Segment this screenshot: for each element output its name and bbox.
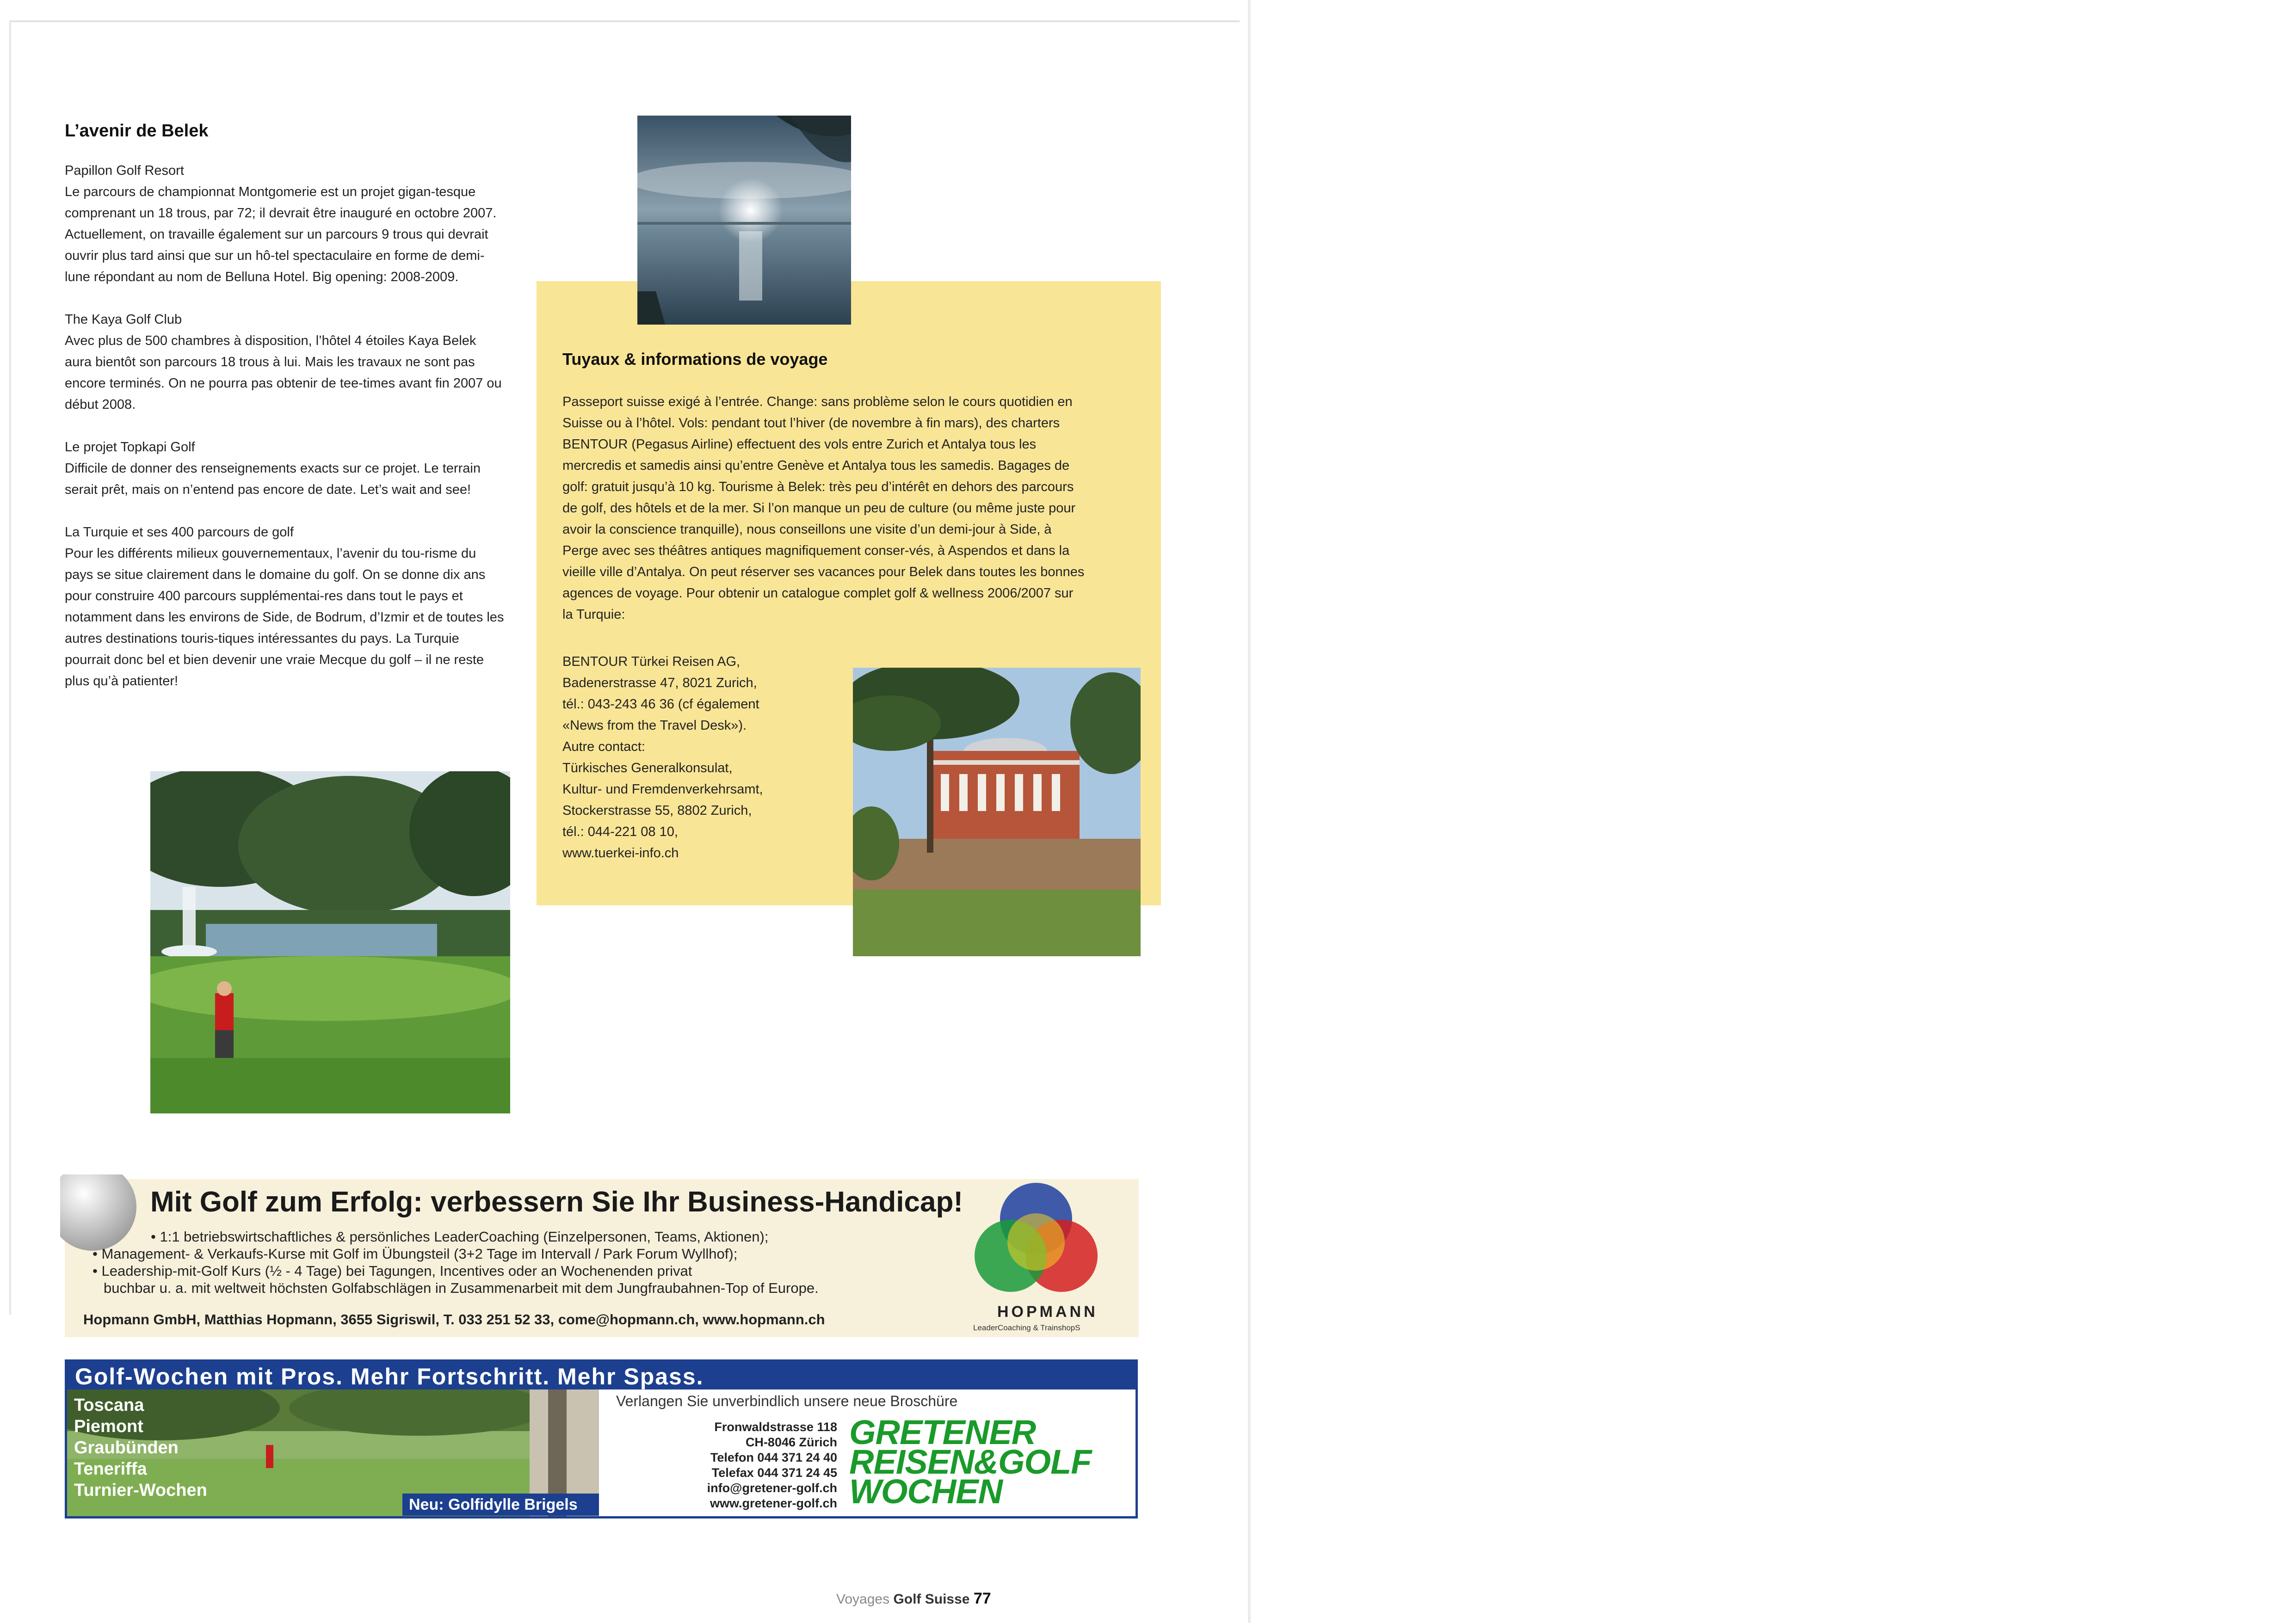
contact-line: «News from the Travel Desk»). — [562, 718, 747, 733]
sunset-photo — [637, 116, 851, 325]
section-subtitle: Le projet Topkapi Golf — [65, 440, 195, 455]
bullet-item: buchbar u. a. mit weltweit höchsten Golfabschlägen in Zusammenarbeit mit dem Jungfraubahnen-Top of Europe. — [104, 1280, 819, 1296]
hotel-photo — [853, 668, 1141, 956]
gretener-email[interactable]: info@gretener-golf.ch — [707, 1481, 837, 1495]
logo-line: WOCHEN — [849, 1472, 1003, 1511]
contact-line: Badenerstrasse 47, 8021 Zurich, — [562, 676, 757, 690]
article-body — [65, 160, 504, 713]
gretener-brochure-text: Verlangen Sie unverbindlich unsere neue Broschüre — [616, 1393, 958, 1409]
gretener-contact — [671, 1420, 837, 1511]
section-subtitle: The Kaya Golf Club — [65, 312, 182, 327]
contact-line: tél.: 044-221 08 10, — [562, 824, 678, 839]
infobox-text: Passeport suisse exigé à l’entrée. Change: sans problème selon le cours quotidien en Suisse ou à l’hôtel. Vols: pendant tout l’hiver (de novembre à fin mars), des charters BENTOUR (Pegasus Airline) effectuent des vols entre Zurich et Antalya tous les mercredis et samedis ainsi qu’entre Genève et Antalya tous les samedis. Bagages de golf: gratuit jusqu’à 10 kg. Tourisme à Belek: très peu d’intérêt en dehors des parcours de golf, des hôtels et de la mer. Si l’on manque un peu de culture (ou même juste pour avoir la conscience tranquille), nous conseillons une visite d’un demi-jour à Side, à Perge avec ses théâtres antiques magnifiquement conser-vés, à Aspendos et dans la vieille ville d’Antalya. On peut réserver ses vacances pour Belek dans toutes les bonnes agences de voyage. Pour obtenir un catalogue complet golf & wellness 2006/2007 sur la Turquie: — [562, 394, 1085, 622]
bullet-item: • Leadership-mit-Golf Kurs (½ - 4 Tage) bei Tagungen, Incentives oder an Wochenenden privat — [93, 1263, 692, 1279]
article-section — [65, 522, 504, 692]
bullet-item: • Management- & Verkaufs-Kurse mit Golf im Übungsteil (3+2 Tage im Intervall / Park Forum Wyllhof); — [93, 1246, 738, 1262]
section-body: Le parcours de championnat Montgomerie est un projet gigan-tesque comprenant un 18 trous, par 72; il devrait être inauguré en octobre 2007. Actuellement, on travaille également sur un parcours 9 trous qui devrait ouvrir plus tard ainsi que sur un hô-tel spectaculaire en forme de demi-lune répondant au nom de Belluna Hotel. Big opening: 2008-2009. — [65, 184, 497, 284]
golfer-photo — [150, 771, 510, 1113]
section-subtitle: La Turquie et ses 400 parcours de golf — [65, 525, 294, 540]
destination-item: Turnier-Wochen — [74, 1481, 207, 1500]
contact-line: BENTOUR Türkei Reisen AG, — [562, 654, 741, 669]
hopmann-logo-circles — [967, 1182, 1105, 1302]
gretener-contact-line: Telefax 044 371 24 45 — [711, 1466, 837, 1480]
article-section — [65, 436, 504, 500]
page-number: 77 — [973, 1590, 991, 1607]
bullet-item: • 1:1 betriebswirtschaftliches & persönliches LeaderCoaching (Einzelpersonen, Teams, Aktionen); — [151, 1229, 769, 1245]
infobox-heading: Tuyaux & informations de voyage — [562, 350, 828, 369]
gretener-contact-line: Telefon 044 371 24 40 — [710, 1451, 837, 1464]
destination-item: Teneriffa — [74, 1459, 147, 1479]
article-section — [65, 309, 504, 415]
contact-line: Autre contact: — [562, 739, 645, 754]
gretener-destinations — [74, 1395, 207, 1501]
hopmann-ad-bullets — [83, 1228, 962, 1297]
contact-line: Stockerstrasse 55, 8802 Zurich, — [562, 803, 752, 818]
gretener-contact-line: CH-8046 Zürich — [745, 1435, 837, 1449]
hopmann-ad-contact[interactable]: Hopmann GmbH, Matthias Hopmann, 3655 Sigriswil, T. 033 251 52 33, come@hopmann.ch, www.hopmann.ch — [83, 1311, 825, 1328]
gretener-ad-title: Golf-Wochen mit Pros. Mehr Fortschritt. Mehr Spass. — [75, 1364, 704, 1389]
gretener-new-tag: Neu: Golfidylle Brigels — [402, 1494, 599, 1516]
page-left-rule — [9, 20, 11, 1315]
section-subtitle: Papillon Golf Resort — [65, 163, 184, 178]
page-top-rule — [9, 20, 1240, 22]
page-footer — [836, 1590, 991, 1608]
section-body: Avec plus de 500 chambres à disposition, l’hôtel 4 étoiles Kaya Belek aura bientôt son parcours 18 trous à lui. Mais les travaux ne sont pas encore terminés. On ne pourra pas obtenir de tee-times avant fin 2007 ou début 2008. — [65, 333, 502, 412]
gretener-website[interactable]: www.gretener-golf.ch — [710, 1496, 837, 1510]
hopmann-ad-title: Mit Golf zum Erfolg: verbessern Sie Ihr Business-Handicap! — [150, 1186, 963, 1218]
contact-line: Kultur- und Fremdenverkehrsamt, — [562, 782, 763, 797]
infobox-contact — [562, 651, 849, 864]
gretener-logo — [849, 1413, 1092, 1511]
hopmann-tagline: LeaderCoaching & TrainshopS — [973, 1323, 1080, 1332]
destination-item: Graubünden — [74, 1438, 179, 1457]
hopmann-brand: HOPMANN — [997, 1303, 1098, 1321]
logo-line: REISEN&GOLF — [849, 1443, 1092, 1481]
destination-item: Piemont — [74, 1417, 143, 1436]
contact-line: Türkisches Generalkonsulat, — [562, 761, 733, 775]
contact-website[interactable]: www.tuerkei-info.ch — [562, 846, 679, 861]
destination-item: Toscana — [74, 1396, 144, 1415]
article-section — [65, 160, 504, 288]
section-body: Difficile de donner des renseignements exacts sur ce projet. Le terrain serait prêt, mais on n’entend pas encore de date. Let’s wait and see! — [65, 461, 481, 497]
footer-section: Voyages — [836, 1592, 890, 1607]
footer-magazine: Golf Suisse — [893, 1592, 970, 1607]
section-body: Pour les différents milieux gouvernementaux, l’avenir du tou-risme du pays se situe clairement dans le domaine du golf. On se donne dix ans pour construire 400 parcours supplémentai-res dans tout le pays et notamment dans les environs de Side, de Bodrum, d’Izmir et de toutes les autres destinations touris-tiques intéressantes du pays. La Turquie pourrait donc bel et bien devenir une vraie Mecque du golf – il ne reste plus qu’à patienter! — [65, 546, 504, 689]
logo-line: GRETENER — [849, 1413, 1036, 1451]
contact-line: tél.: 043-243 46 36 (cf également — [562, 697, 759, 712]
page-right-edge — [1248, 0, 1251, 1623]
gretener-contact-line: Fronwaldstrasse 118 — [714, 1420, 837, 1434]
article-heading: L’avenir de Belek — [65, 121, 209, 141]
